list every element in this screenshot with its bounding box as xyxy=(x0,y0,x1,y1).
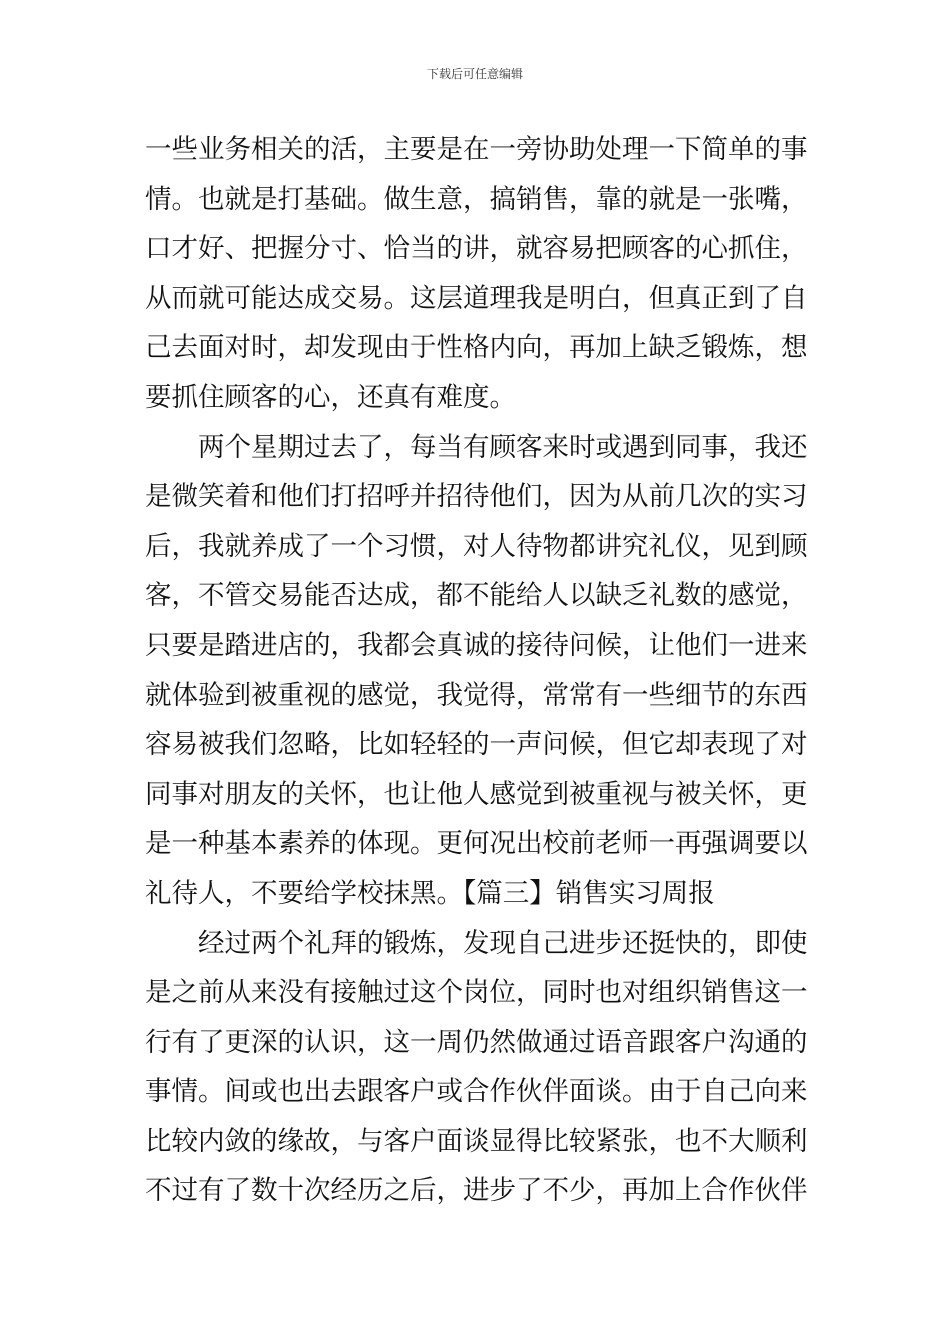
text-line: 行有了更深的认识，这一周仍然做通过语音跟客户沟通的 xyxy=(145,1026,808,1058)
text-line: 比较内敛的缘故，与客户面谈显得比较紧张，也不大顺利 xyxy=(145,1125,808,1157)
text-line: 从而就可能达成交易。这层道理我是明白，但真正到了自 xyxy=(145,282,808,314)
text-line: 口才好、把握分寸、恰当的讲，就容易把顾客的心抓住， xyxy=(145,233,808,265)
text-line: 情。也就是打基础。做生意，搞销售，靠的就是一张嘴， xyxy=(145,183,808,215)
page-header: 下载后可任意编辑 xyxy=(426,67,523,81)
text-line: 是微笑着和他们打招呼并招待他们，因为从前几次的实习 xyxy=(145,481,808,513)
text-line: 只要是踏进店的，我都会真诚的接待问候，让他们一进来 xyxy=(145,629,808,661)
text-line: 是一种基本素养的体现。更何况出校前老师一再强调要以 xyxy=(145,828,808,860)
text-line: 同事对朋友的关怀，也让他人感觉到被重视与被关怀，更 xyxy=(145,778,808,810)
text-line: 要抓住顾客的心，还真有难度。 xyxy=(145,381,516,413)
text-line: 是之前从来没有接触过这个岗位，同时也对组织销售这一 xyxy=(145,977,808,1009)
text-line: 己去面对时，却发现由于性格内向，再加上缺乏锻炼，想 xyxy=(145,332,808,364)
text-line: 两个星期过去了，每当有顾客来时或遇到同事，我还 xyxy=(145,431,808,463)
text-line: 容易被我们忽略，比如轻轻的一声问候，但它却表现了对 xyxy=(145,729,808,761)
document-body xyxy=(145,125,810,1216)
text-line: 就体验到被重视的感觉，我觉得，常常有一些细节的东西 xyxy=(145,679,808,711)
text-line: 不过有了数十次经历之后，进步了不少，再加上合作伙伴 xyxy=(145,1175,808,1207)
text-line: 礼待人，不要给学校抹黑。【篇三】销售实习周报 xyxy=(145,877,715,909)
text-line: 经过两个礼拜的锻炼，发现自己进步还挺快的，即使 xyxy=(145,927,808,959)
text-line: 事情。间或也出去跟客户或合作伙伴面谈。由于自己向来 xyxy=(145,1076,808,1108)
text-line: 一些业务相关的活，主要是在一旁协助处理一下简单的事 xyxy=(145,134,808,165)
text-line: 后，我就养成了一个习惯，对人待物都讲究礼仪，见到顾 xyxy=(145,530,808,562)
text-line: 客，不管交易能否达成，都不能给人以缺乏礼数的感觉， xyxy=(145,580,808,612)
